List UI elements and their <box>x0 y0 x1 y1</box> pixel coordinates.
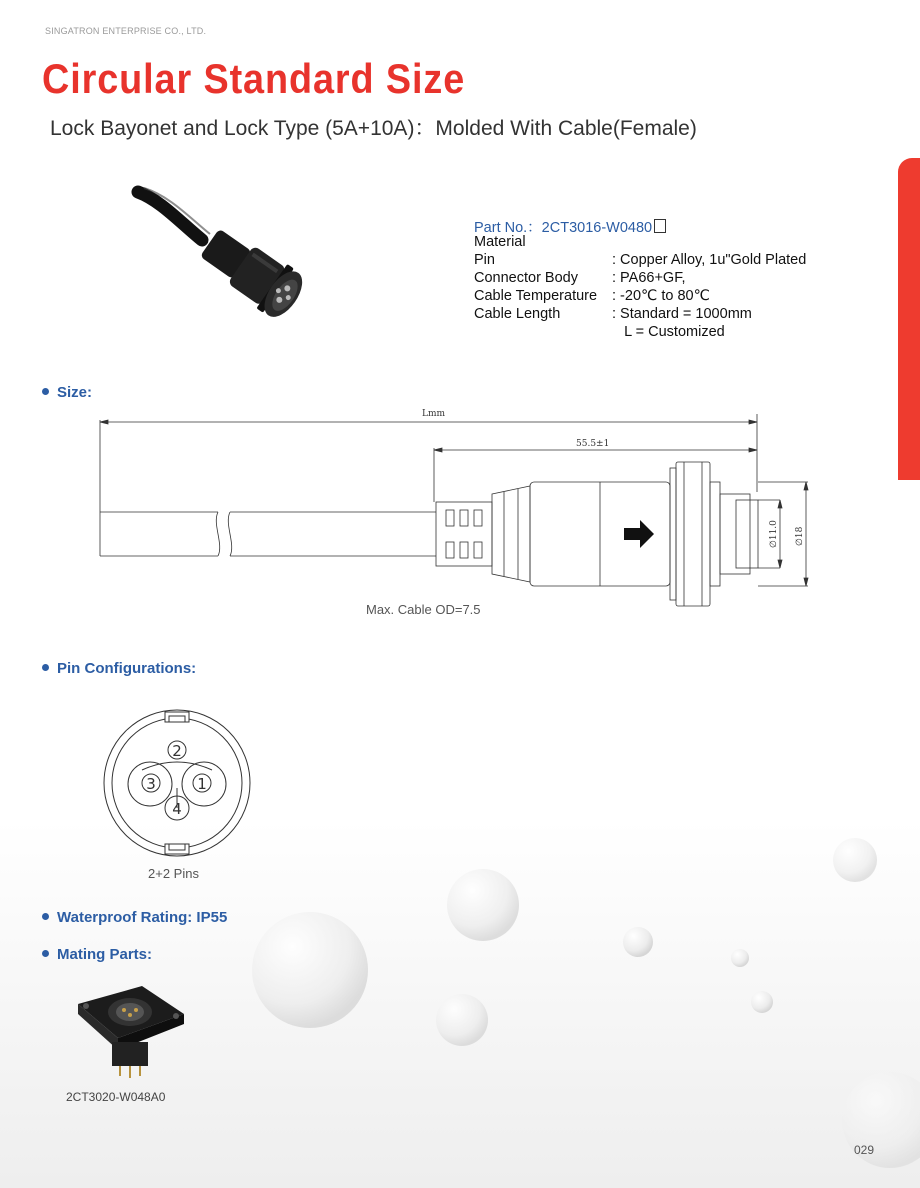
bullet-icon <box>42 388 49 395</box>
bullet-icon <box>42 664 49 671</box>
pin-label: 2 <box>172 742 182 760</box>
spec-value: : -20℃ to 80℃ <box>612 288 710 304</box>
dimension-label: 55.5±1 <box>576 439 610 449</box>
side-tab-marker <box>898 158 920 480</box>
spec-label: Connector Body <box>474 270 578 286</box>
page-title: Circular Standard Size <box>42 55 466 102</box>
mating-part-caption: 2CT3020-W048A0 <box>66 1090 166 1104</box>
spec-label: Cable Temperature <box>474 288 598 304</box>
spec-label: Cable Length <box>474 306 561 322</box>
pin-label: 1 <box>197 775 207 793</box>
spec-value: : Copper Alloy, 1u"Gold Plated <box>612 252 807 268</box>
spec-row <box>474 306 834 322</box>
spec-label: Pin <box>474 252 495 268</box>
outer-diameter-label: ∅18 <box>795 526 805 546</box>
section-pin-configurations <box>42 660 196 677</box>
part-number-text: Part No.：2CT3016-W0480 <box>474 220 653 236</box>
max-cable-od-note: Max. Cable OD=7.5 <box>366 602 481 617</box>
dimension-drawing <box>90 402 820 612</box>
arrow-icon <box>624 520 654 548</box>
page-number: 029 <box>854 1143 875 1157</box>
product-photo <box>130 182 330 322</box>
section-size-label: Size: <box>57 384 93 401</box>
inner-diameter-label: ∅11.0 <box>769 520 779 548</box>
mating-part-photo <box>72 980 192 1080</box>
material-label: Material <box>474 234 526 250</box>
waterproof-rating-label: Waterproof Rating: IP55 <box>57 909 228 926</box>
spec-row <box>474 288 834 304</box>
pin-diagram-caption: 2+2 Pins <box>148 866 199 881</box>
mating-parts-label: Mating Parts: <box>57 946 153 963</box>
bullet-icon <box>42 913 49 920</box>
checkbox-glyph <box>654 219 666 233</box>
length-label: Lmm <box>422 409 446 419</box>
section-pin-configurations-label: Pin Configurations: <box>57 660 197 677</box>
pin-diagram <box>102 708 252 858</box>
section-size <box>42 384 92 401</box>
spec-value: L = Customized <box>612 324 725 340</box>
section-mating-parts <box>42 946 152 963</box>
spec-row <box>474 270 834 286</box>
section-waterproof-rating <box>42 909 227 926</box>
spec-row <box>474 252 834 268</box>
spec-value: : PA66+GF, <box>612 270 686 286</box>
company-name: SINGATRON ENTERPRISE CO., LTD. <box>45 26 207 36</box>
bullet-icon <box>42 950 49 957</box>
page-subtitle: Lock Bayonet and Lock Type (5A+10A)：Molded With Cable(Female) <box>50 117 697 140</box>
spec-value: : Standard = 1000mm <box>612 306 752 322</box>
pin-label: 3 <box>146 775 156 793</box>
pin-label: 4 <box>172 800 182 818</box>
